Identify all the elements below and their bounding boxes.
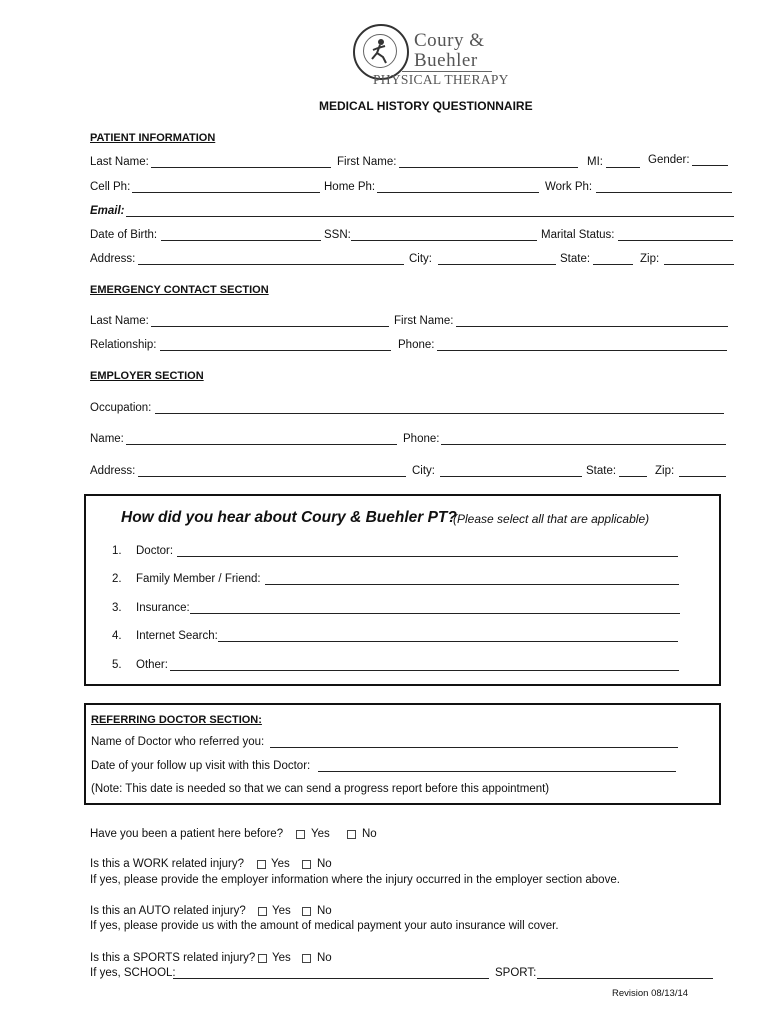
- referring-doctor-header: REFERRING DOCTOR SECTION:: [91, 714, 262, 726]
- employer-city-field[interactable]: [440, 476, 582, 477]
- referring-followup-label: Date of your follow up visit with this Doctor:: [91, 760, 311, 772]
- emergency-phone-label: Phone:: [398, 339, 435, 351]
- revision-label: Revision 08/13/14: [612, 988, 689, 999]
- sport-field[interactable]: [537, 978, 713, 979]
- auto-injury-no-checkbox[interactable]: [302, 907, 311, 916]
- referral-internet-label: Internet Search:: [136, 630, 218, 642]
- patient-zip-field[interactable]: [664, 264, 734, 265]
- referral-item-number: 3.: [112, 602, 122, 614]
- patient-ssn-field[interactable]: [351, 240, 537, 241]
- logo-text-line2: Buehler: [414, 50, 478, 71]
- employer-zip-label: Zip:: [655, 465, 675, 477]
- page-title: MEDICAL HISTORY QUESTIONNAIRE: [319, 99, 533, 113]
- patient-last-name-label: Last Name:: [90, 156, 149, 168]
- patient-gender-label: Gender:: [648, 154, 690, 166]
- employer-phone-field[interactable]: [441, 444, 726, 445]
- referring-doctor-name-label: Name of Doctor who referred you:: [91, 736, 265, 748]
- patient-work-field[interactable]: [596, 192, 732, 193]
- referring-followup-field[interactable]: [318, 771, 676, 772]
- work-injury-no-checkbox[interactable]: [302, 860, 311, 869]
- referral-insurance-field[interactable]: [190, 613, 680, 614]
- patient-before-question: Have you been a patient here before?: [90, 828, 284, 840]
- employer-city-label: City:: [412, 465, 435, 477]
- referral-item-number: 5.: [112, 659, 122, 671]
- work-injury-yes-checkbox[interactable]: [257, 860, 266, 869]
- patient-address-field[interactable]: [138, 264, 404, 265]
- patient-ssn-label: SSN:: [324, 229, 351, 241]
- referral-item-number: 4.: [112, 630, 122, 642]
- employer-occupation-label: Occupation:: [90, 402, 152, 414]
- work-injury-note: If yes, please provide the employer information where the injury occurred in the employer section above.: [90, 874, 620, 886]
- emergency-last-name-field[interactable]: [151, 326, 389, 327]
- auto-injury-yes-checkbox[interactable]: [258, 907, 267, 916]
- patient-marital-field[interactable]: [618, 240, 733, 241]
- referral-item-number: 1.: [112, 545, 122, 557]
- patient-home-field[interactable]: [377, 192, 539, 193]
- referral-family-field[interactable]: [265, 584, 679, 585]
- employer-phone-label: Phone:: [403, 433, 440, 445]
- patient-mi-label: MI:: [587, 156, 603, 168]
- patient-info-header: PATIENT INFORMATION: [90, 132, 216, 144]
- patient-dob-label: Date of Birth:: [90, 229, 158, 241]
- yes-label: Yes: [272, 905, 291, 917]
- patient-before-no-checkbox[interactable]: [347, 830, 356, 839]
- employer-address-label: Address:: [90, 465, 136, 477]
- referral-family-label: Family Member / Friend:: [136, 573, 261, 585]
- emergency-relationship-label: Relationship:: [90, 339, 157, 351]
- referral-doctor-field[interactable]: [177, 556, 678, 557]
- school-field[interactable]: [173, 978, 489, 979]
- emergency-first-name-label: First Name:: [394, 315, 454, 327]
- referral-item-number: 2.: [112, 573, 122, 585]
- patient-zip-label: Zip:: [640, 253, 660, 265]
- emergency-relationship-field[interactable]: [160, 350, 391, 351]
- emergency-phone-field[interactable]: [437, 350, 727, 351]
- referral-source-title: How did you hear about Coury & Buehler PT?: [121, 509, 457, 526]
- auto-injury-question: Is this an AUTO related injury?: [90, 905, 246, 917]
- referral-other-label: Other:: [136, 659, 168, 671]
- patient-email-label: Email:: [90, 205, 125, 217]
- yes-label: Yes: [271, 858, 290, 870]
- referral-source-note: (Please select all that are applicable): [453, 512, 650, 526]
- patient-gender-field[interactable]: [692, 165, 728, 166]
- no-label: No: [317, 952, 332, 964]
- patient-city-field[interactable]: [438, 264, 556, 265]
- school-label: If yes, SCHOOL:: [90, 967, 176, 979]
- patient-state-field[interactable]: [593, 264, 633, 265]
- employer-address-field[interactable]: [138, 476, 406, 477]
- employer-state-field[interactable]: [619, 476, 647, 477]
- patient-mi-field[interactable]: [606, 167, 640, 168]
- no-label: No: [317, 858, 332, 870]
- employer-name-field[interactable]: [126, 444, 397, 445]
- sports-injury-yes-checkbox[interactable]: [258, 954, 267, 963]
- sports-injury-question: Is this a SPORTS related injury?: [90, 952, 256, 964]
- sport-label: SPORT:: [495, 967, 537, 979]
- patient-cell-field[interactable]: [132, 192, 320, 193]
- emergency-header: EMERGENCY CONTACT SECTION: [90, 284, 269, 296]
- referral-internet-field[interactable]: [218, 641, 678, 642]
- no-label: No: [362, 828, 377, 840]
- patient-first-name-field[interactable]: [399, 167, 578, 168]
- patient-last-name-field[interactable]: [151, 167, 331, 168]
- yes-label: Yes: [272, 952, 291, 964]
- logo-figure-icon: [363, 34, 397, 68]
- emergency-last-name-label: Last Name:: [90, 315, 149, 327]
- logo-text-line1: Coury &: [414, 30, 485, 51]
- no-label: No: [317, 905, 332, 917]
- referral-other-field[interactable]: [170, 670, 679, 671]
- referring-doctor-name-field[interactable]: [270, 747, 678, 748]
- employer-state-label: State:: [586, 465, 617, 477]
- patient-state-label: State:: [560, 253, 591, 265]
- yes-label: Yes: [311, 828, 330, 840]
- patient-email-field[interactable]: [126, 216, 734, 217]
- patient-before-yes-checkbox[interactable]: [296, 830, 305, 839]
- employer-occupation-field[interactable]: [155, 413, 724, 414]
- employer-name-label: Name:: [90, 433, 124, 445]
- patient-marital-label: Marital Status:: [541, 229, 615, 241]
- sports-injury-no-checkbox[interactable]: [302, 954, 311, 963]
- logo-text-line3: PHYSICAL THERAPY: [373, 72, 509, 87]
- patient-dob-field[interactable]: [161, 240, 321, 241]
- work-injury-question: Is this a WORK related injury?: [90, 858, 245, 870]
- emergency-first-name-field[interactable]: [456, 326, 728, 327]
- patient-home-label: Home Ph:: [324, 181, 376, 193]
- patient-city-label: City:: [409, 253, 432, 265]
- referral-insurance-label: Insurance:: [136, 602, 190, 614]
- referral-doctor-label: Doctor:: [136, 545, 174, 557]
- referring-note: (Note: This date is needed so that we can send a progress report before this appointment): [91, 783, 550, 795]
- patient-first-name-label: First Name:: [337, 156, 397, 168]
- employer-header: EMPLOYER SECTION: [90, 370, 204, 382]
- patient-work-label: Work Ph:: [545, 181, 593, 193]
- auto-injury-note: If yes, please provide us with the amount of medical payment your auto insurance will cover.: [90, 920, 559, 932]
- patient-address-label: Address:: [90, 253, 136, 265]
- running-figure-icon: [364, 35, 396, 67]
- employer-zip-field[interactable]: [679, 476, 726, 477]
- patient-cell-label: Cell Ph:: [90, 181, 131, 193]
